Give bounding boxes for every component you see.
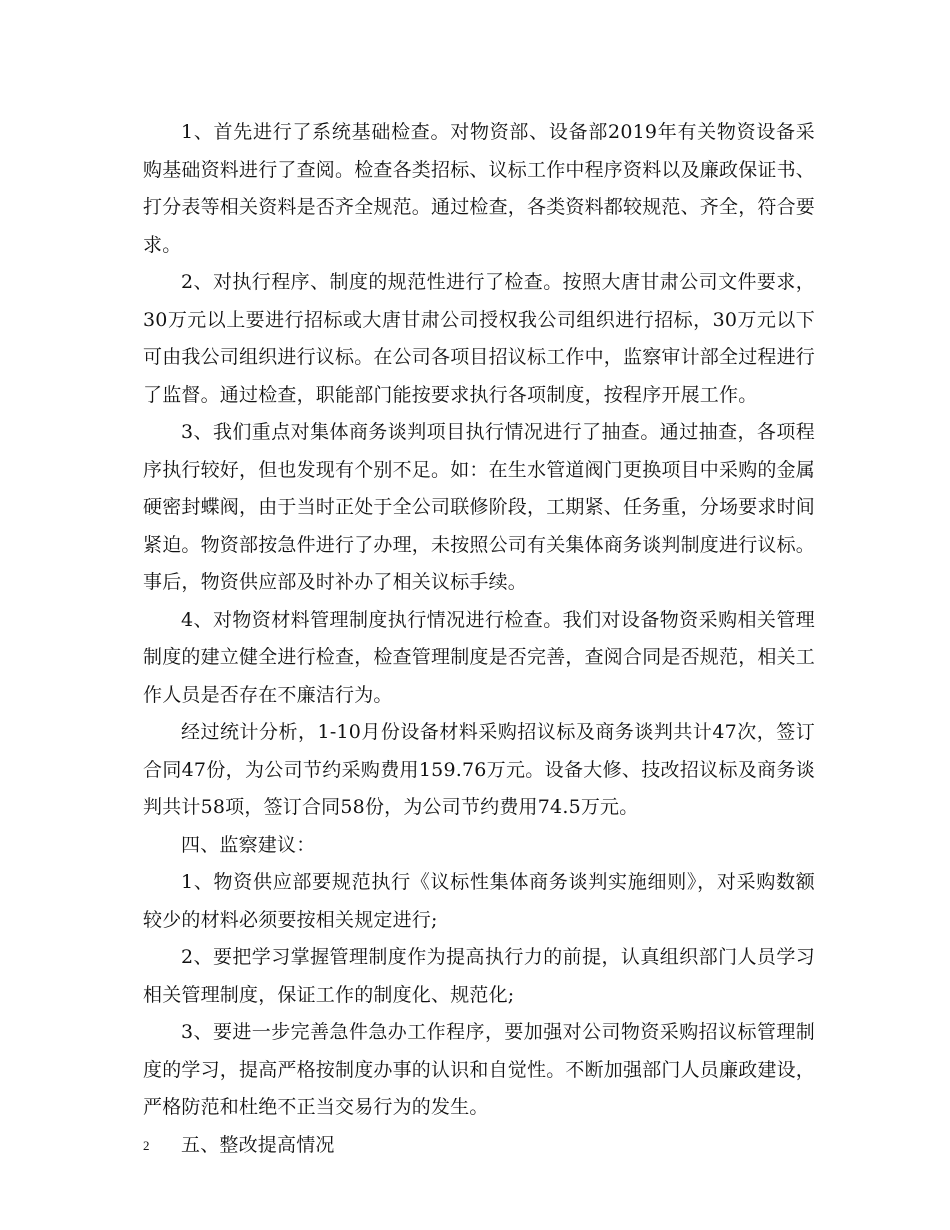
suggestion-item-1: 1、物资供应部要规范执行《议标性集体商务谈判实施细则》，对采购数额较少的材料必须要按相关规定进行;	[143, 871, 815, 931]
paragraph-procedure-check: 2、对执行程序、制度的规范性进行了检查。按照大唐甘肃公司文件要求，30万元以上要进行招标或大唐甘肃公司授权我公司组织进行招标，30万元以下可由我公司组织进行议标。在公司各项目招议标工作中，监察审计部全过程进行了监督。通过检查，职能部门能按要求执行各项制度，按程序开展工作。	[143, 271, 816, 406]
section-heading-suggestions: 四、监察建议：	[181, 833, 316, 856]
section-heading-rectification: 五、整改提高情况	[181, 1133, 335, 1156]
paragraph-statistics: 经过统计分析，1-10月份设备材料采购招议标及商务谈判共计47次，签订合同47份，为公司节约采购费用159.76万元。设备大修、技改招议标及商务谈判共计58项，签订合同58份，为公司节约费用74.5万元。	[143, 721, 815, 818]
suggestion-item-2: 2、要把学习掌握管理制度作为提高执行力的前提，认真组织部门人员学习相关管理制度，保证工作的制度化、规范化;	[143, 946, 815, 1006]
document-body	[143, 114, 815, 1164]
suggestion-item-3: 3、要进一步完善急件急办工作程序，要加强对公司物资采购招议标管理制度的学习，提高严格按制度办事的认识和自觉性。不断加强部门人员廉政建设，严格防范和杜绝不正当交易行为的发生。	[143, 1021, 816, 1118]
paragraph-management-check: 4、对物资材料管理制度执行情况进行检查。我们对设备物资采购相关管理制度的建立健全进行检查，检查管理制度是否完善，查阅合同是否规范，相关工作人员是否存在不廉洁行为。	[143, 608, 816, 706]
paragraph-system-check: 1、首先进行了系统基础检查。对物资部、设备部2019年有关物资设备采购基础资料进行了查阅。检查各类招标、议标工作中程序资料以及廉政保证书、打分表等相关资料是否齐全规范。通过检查，各类资料都较规范、齐全，符合要求。	[143, 121, 816, 256]
page-number: 2	[143, 1138, 150, 1153]
paragraph-spot-check: 3、我们重点对集体商务谈判项目执行情况进行了抽查。通过抽查，各项程序执行较好，但也发现有个别不足。如：在生水管道阀门更换项目中采购的金属硬密封蝶阀，由于当时正处于全公司联修阶段，工期紧、任务重，分场要求时间紧迫。物资部按急件进行了办理，未按照公司有关集体商务谈判制度进行议标。事后，物资供应部及时补办了相关议标手续。	[143, 421, 816, 593]
